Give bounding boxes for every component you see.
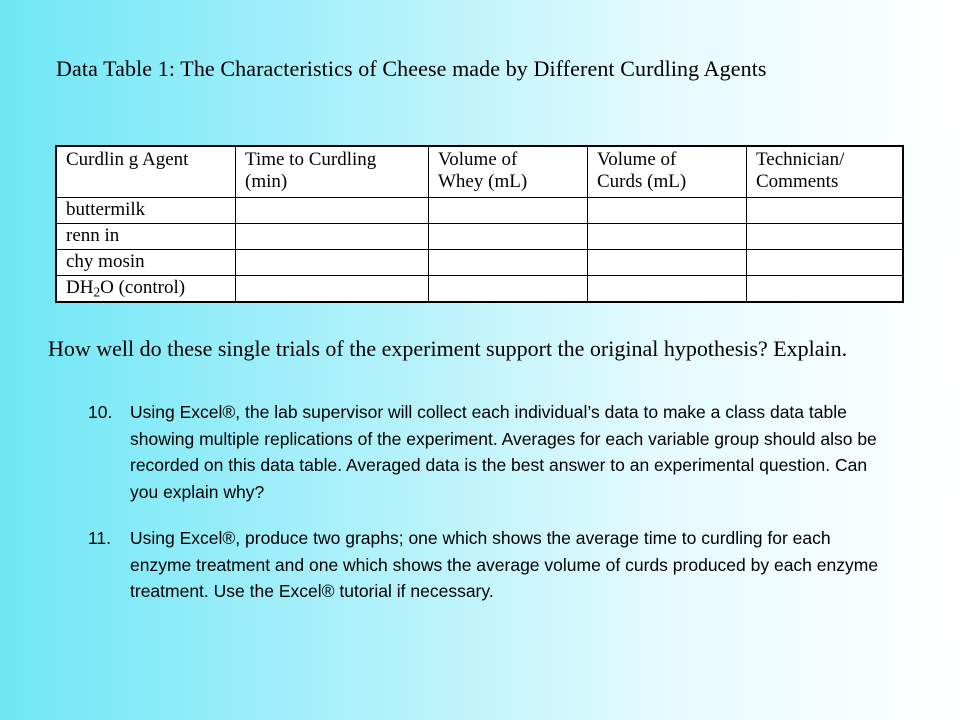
header-line: Time to Curdling (245, 149, 377, 170)
instruction-item-10 (88, 399, 888, 505)
time-cell[interactable] (236, 224, 429, 250)
agent-cell: buttermilk (57, 198, 236, 224)
agent-text: O (control) (100, 277, 186, 298)
instruction-item-11 (88, 525, 888, 605)
item-number: 10. (88, 402, 113, 422)
header-line: Curds (mL) (597, 171, 687, 192)
table-row-buttermilk (57, 198, 903, 224)
item-text: Using Excel®, the lab supervisor will collect each individual’s data to make a class data table showing multiple replications of the experiment. Averages for each variable group should also be recorded on this data table. Averaged data is the best answer to an experimental question. Can you explain why? (130, 402, 877, 502)
header-curdling-agent (57, 147, 236, 198)
whey-cell[interactable] (429, 224, 588, 250)
agent-cell: renn in (57, 224, 236, 250)
curds-cell[interactable] (588, 198, 747, 224)
agent-text: DH (66, 277, 94, 298)
data-table-title: Data Table 1: The Characteristics of Cheese made by Different Curdling Agents (56, 56, 767, 81)
comments-cell[interactable] (747, 198, 903, 224)
header-volume-of-curds (588, 147, 747, 198)
table-row-rennin (57, 224, 903, 250)
comments-cell[interactable] (747, 224, 903, 250)
curds-cell[interactable] (588, 224, 747, 250)
table-row-chymosin (57, 250, 903, 276)
table-header-row (57, 147, 903, 198)
agent-cell (57, 276, 236, 302)
header-line: Technician/ (756, 149, 845, 170)
whey-cell[interactable] (429, 250, 588, 276)
header-technician-comments (747, 147, 903, 198)
agent-cell: chy mosin (57, 250, 236, 276)
item-text: Using Excel®, produce two graphs; one which shows the average time to curdling for each enzyme treatment and one which shows the average volume of curds produced by each enzyme treatment. Use the Excel® tutorial if necessary. (130, 528, 879, 601)
curds-cell[interactable] (588, 276, 747, 302)
header-line: Comments (756, 171, 839, 192)
header-line: (min) (245, 171, 288, 192)
comments-cell[interactable] (747, 276, 903, 302)
whey-cell[interactable] (429, 276, 588, 302)
time-cell[interactable] (236, 250, 429, 276)
item-number: 11. (88, 528, 112, 548)
header-volume-of-whey (429, 147, 588, 198)
header-line: Volume of (438, 149, 518, 170)
time-cell[interactable] (236, 276, 429, 302)
header-line: Curdlin g Agent (66, 149, 189, 170)
curds-cell[interactable] (588, 250, 747, 276)
header-time-to-curdling (236, 147, 429, 198)
comments-cell[interactable] (747, 250, 903, 276)
time-cell[interactable] (236, 198, 429, 224)
curdling-data-table (56, 146, 903, 302)
table-row-dh2o-control (57, 276, 903, 302)
agent-subscript: 2 (93, 284, 101, 300)
header-line: Whey (mL) (438, 171, 528, 192)
whey-cell[interactable] (429, 198, 588, 224)
header-line: Volume of (597, 149, 677, 170)
hypothesis-question: How well do these single trials of the experiment support the original hypothesis? Explain. (48, 336, 848, 361)
